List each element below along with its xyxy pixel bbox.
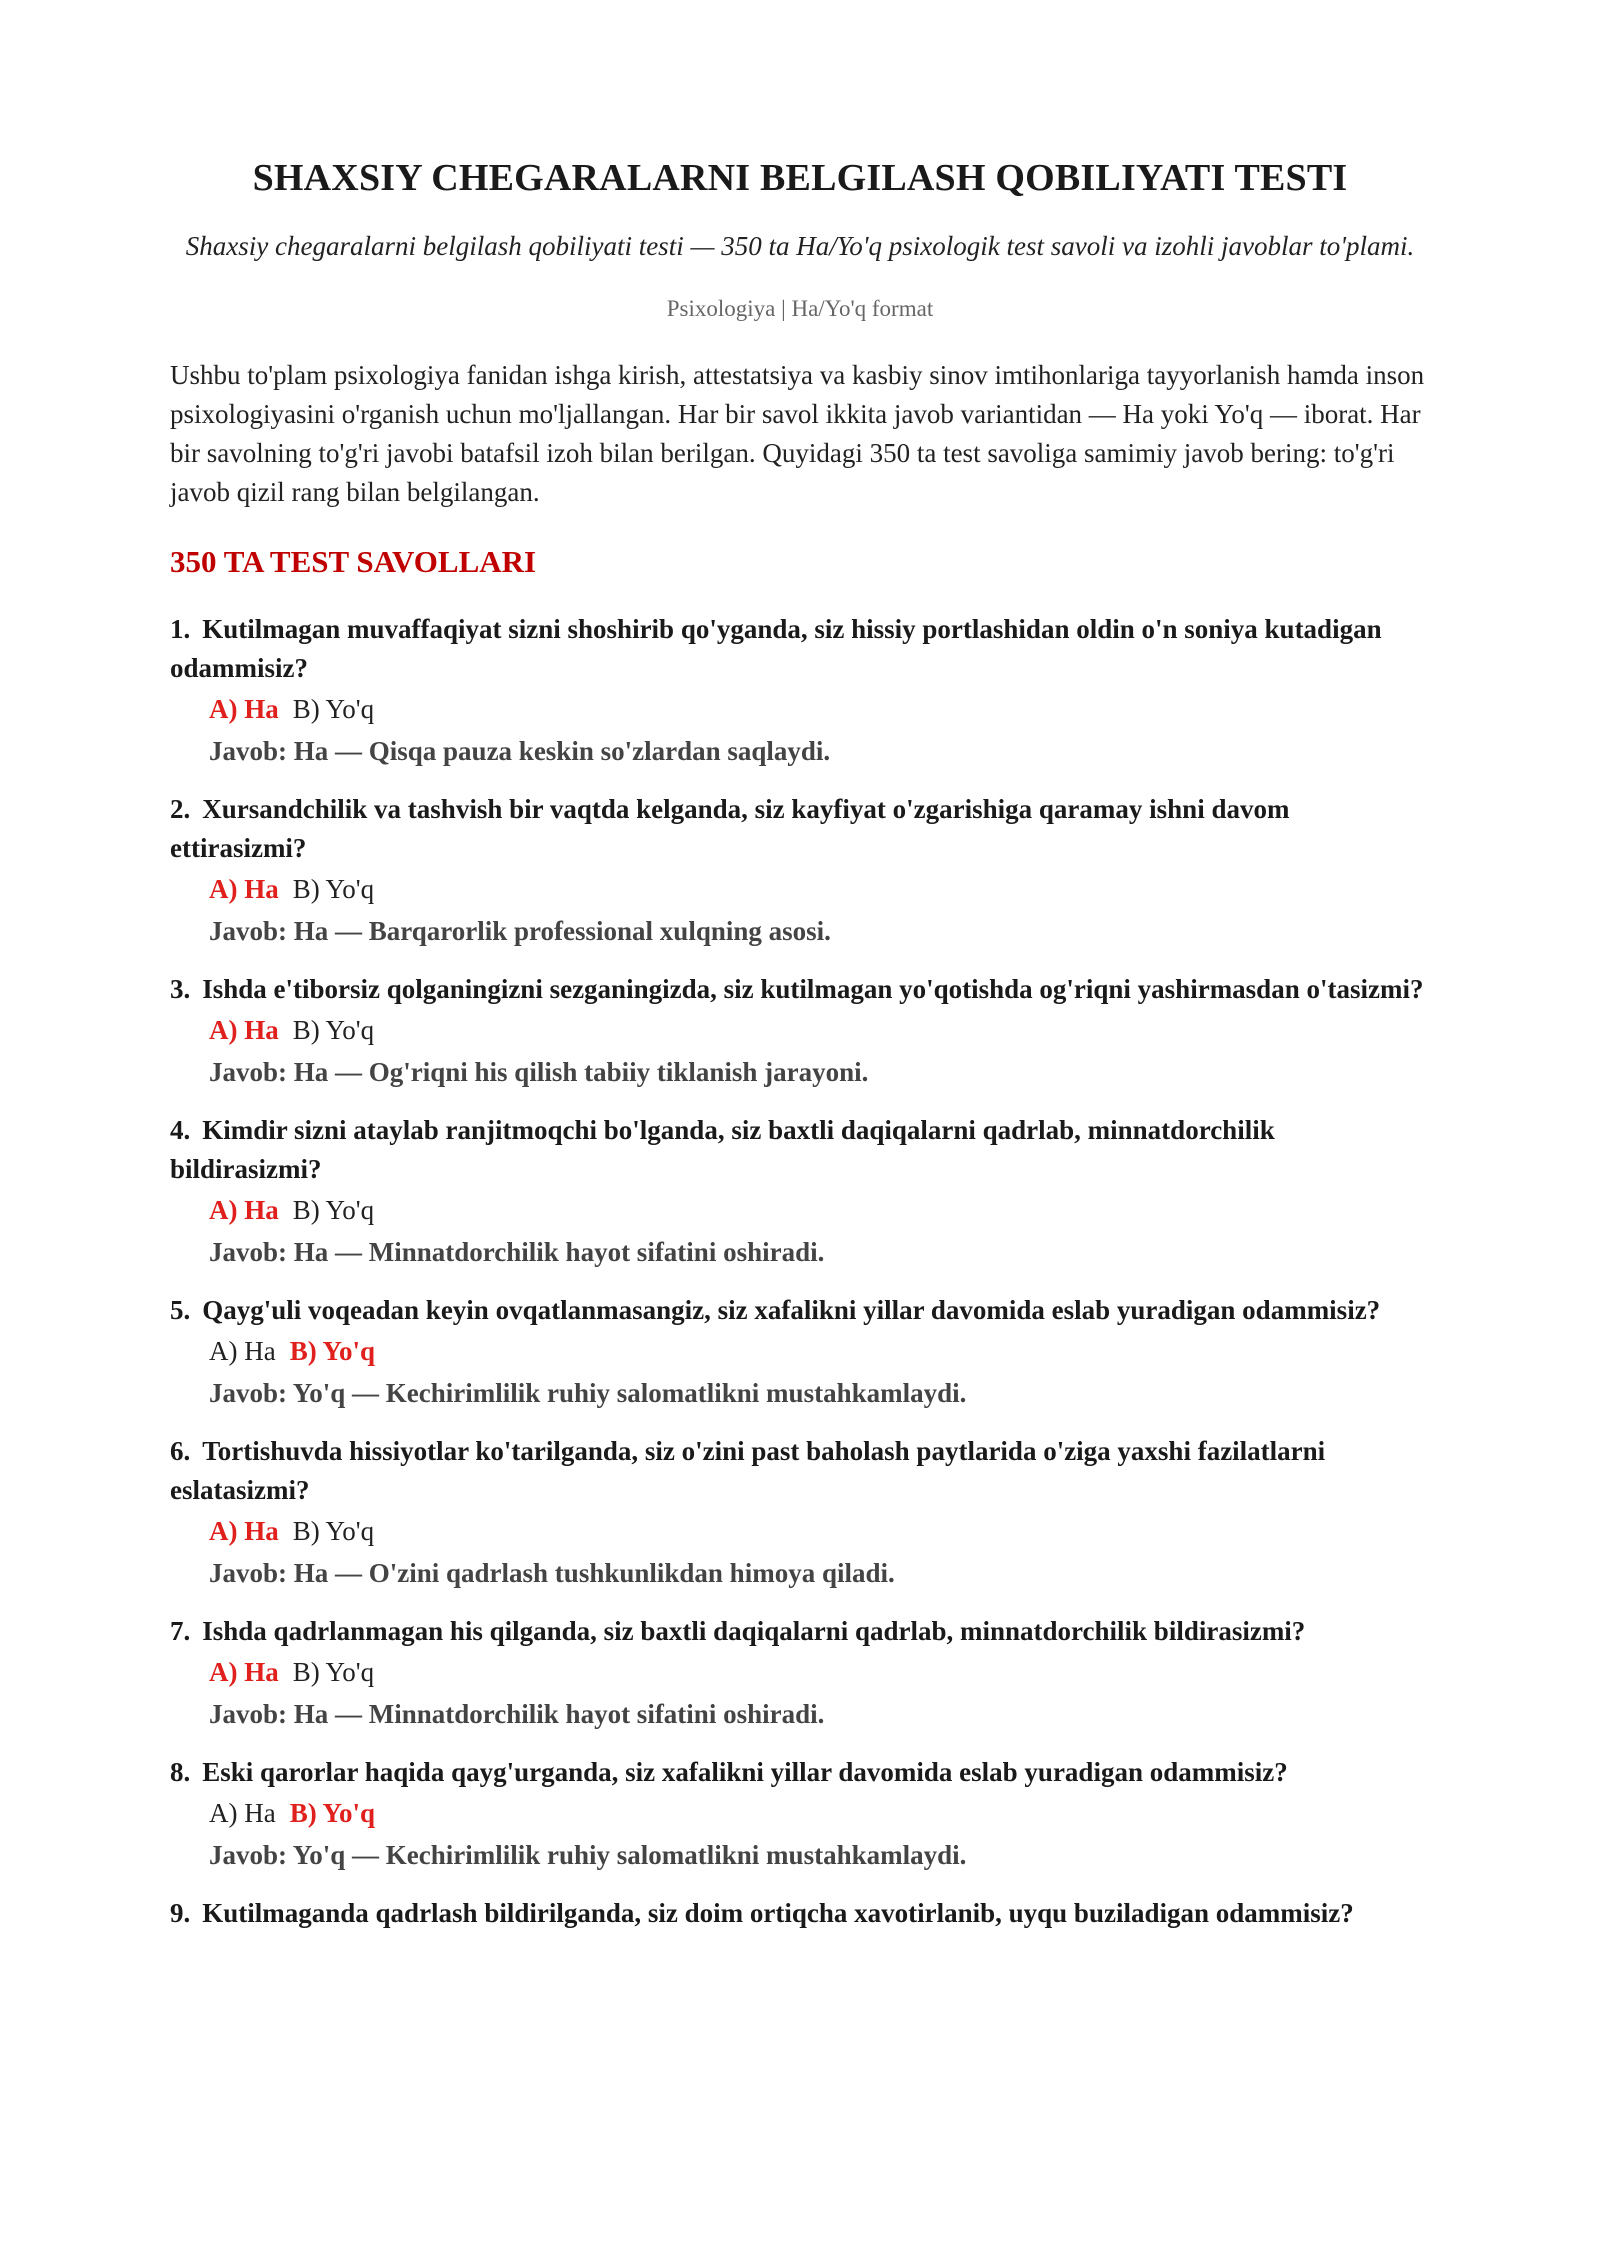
document-title: SHAXSIY CHEGARALARNI BELGILASH QOBILIYATI TESTI <box>252 157 1348 199</box>
answer-options <box>170 1510 1430 1552</box>
answer-options <box>170 1792 1430 1834</box>
option-a: A) Ha <box>209 1336 276 1366</box>
option-a: A) Ha <box>209 694 279 724</box>
question-text <box>170 1753 1430 1792</box>
question-text <box>170 610 1430 688</box>
option-b: B) Yo'q <box>292 874 375 904</box>
option-b: B) Yo'q <box>292 1195 375 1225</box>
option-b: B) Yo'q <box>289 1798 376 1828</box>
question-item <box>170 1894 1430 1933</box>
question-number: 7. <box>170 1616 191 1646</box>
question-number: 4. <box>170 1115 191 1145</box>
answer-options <box>170 1009 1430 1051</box>
question-body: Tortishuvda hissiyotlar ko'tarilganda, siz o'zini past baholash paytlarida o'ziga yaxshi fazilatlarni eslatasizmi? <box>170 1436 1326 1505</box>
question-number: 2. <box>170 794 191 824</box>
question-text <box>170 1111 1430 1189</box>
question-item <box>170 790 1430 952</box>
question-number: 3. <box>170 974 191 1004</box>
question-body: Ishda e'tiborsiz qolganingizni sezganingizda, siz kutilmagan yo'qotishda og'riqni yashirmasdan o'tasizmi? <box>202 974 1424 1004</box>
document-subtitle: Shaxsiy chegaralarni belgilash qobiliyati testi — 350 ta Ha/Yo'q psixologik test savoli va izohli javoblar to'plami. <box>185 231 1415 261</box>
question-text <box>170 1432 1430 1510</box>
answer-options <box>170 1330 1430 1372</box>
option-b: B) Yo'q <box>292 1015 375 1045</box>
option-b: B) Yo'q <box>292 694 375 724</box>
question-body: Ishda qadrlanmagan his qilganda, siz baxtli daqiqalarni qadrlab, minnatdorchilik bildirasizmi? <box>202 1616 1306 1646</box>
option-a: A) Ha <box>209 874 279 904</box>
question-item <box>170 1291 1430 1414</box>
question-item <box>170 1432 1430 1594</box>
question-text <box>170 1612 1430 1651</box>
option-a: A) Ha <box>209 1657 279 1687</box>
question-number: 6. <box>170 1436 191 1466</box>
option-b: B) Yo'q <box>292 1516 375 1546</box>
answer-options <box>170 868 1430 910</box>
question-number: 9. <box>170 1898 191 1928</box>
question-body: Kutilmagan muvaffaqiyat sizni shoshirib qo'yganda, siz hissiy portlashidan oldin o'n soniya kutadigan odammisiz? <box>170 614 1382 683</box>
answer-explanation: Javob: Ha — Qisqa pauza keskin so'zlardan saqlaydi. <box>209 736 831 766</box>
answer-options <box>170 1651 1430 1693</box>
question-body: Kimdir sizni ataylab ranjitmoqchi bo'lganda, siz baxtli daqiqalarni qadrlab, minnatdorchilik bildirasizmi? <box>170 1115 1275 1184</box>
question-item <box>170 970 1430 1093</box>
option-b: B) Yo'q <box>292 1657 375 1687</box>
option-a: A) Ha <box>209 1516 279 1546</box>
answer-options <box>170 688 1430 730</box>
question-body: Kutilmaganda qadrlash bildirilganda, siz doim ortiqcha xavotirlanib, uyqu buziladigan odammisiz? <box>202 1898 1354 1928</box>
answer-explanation: Javob: Ha — O'zini qadrlash tushkunlikdan himoya qiladi. <box>209 1558 895 1588</box>
document-meta: Psixologiya | Ha/Yo'q format <box>666 296 934 321</box>
question-body: Xursandchilik va tashvish bir vaqtda kelganda, siz kayfiyat o'zgarishiga qaramay ishni davom ettirasizmi? <box>170 794 1290 863</box>
answer-explanation: Javob: Yo'q — Kechirimlilik ruhiy salomatlikni mustahkamlaydi. <box>209 1378 967 1408</box>
answer-options <box>170 1189 1430 1231</box>
question-item <box>170 610 1430 772</box>
option-a: A) Ha <box>209 1015 279 1045</box>
question-item <box>170 1612 1430 1735</box>
question-number: 5. <box>170 1295 191 1325</box>
answer-explanation: Javob: Ha — Minnatdorchilik hayot sifatini oshiradi. <box>209 1699 825 1729</box>
option-a: A) Ha <box>209 1195 279 1225</box>
question-number: 8. <box>170 1757 191 1787</box>
question-body: Eski qarorlar haqida qayg'urganda, siz xafalikni yillar davomida eslab yuradigan odammisiz? <box>202 1757 1288 1787</box>
question-item <box>170 1111 1430 1273</box>
answer-explanation: Javob: Ha — Og'riqni his qilish tabiiy tiklanish jarayoni. <box>209 1057 869 1087</box>
question-text <box>170 970 1430 1009</box>
question-text <box>170 1291 1430 1330</box>
intro-paragraph: Ushbu to'plam psixologiya fanidan ishga kirish, attestatsiya va kasbiy sinov imtihonlariga tayyorlanish hamda inson psixologiyasini o'rganish uchun mo'ljallangan. Har bir savol ikkita javob variantidan — Ha yoki Yo'q — iborat. Har bir savolning to'g'ri javobi batafsil izoh bilan berilgan. Quyidagi 350 ta test savoliga samimiy javob bering: to'g'ri javob qizil rang bilan belgilangan. <box>170 360 1425 507</box>
question-number: 1. <box>170 614 191 644</box>
answer-explanation: Javob: Yo'q — Kechirimlilik ruhiy salomatlikni mustahkamlaydi. <box>209 1840 967 1870</box>
question-text <box>170 790 1430 868</box>
question-list <box>170 610 1430 1933</box>
question-text <box>170 1894 1430 1933</box>
option-a: A) Ha <box>209 1798 276 1828</box>
option-b: B) Yo'q <box>289 1336 376 1366</box>
question-body: Qayg'uli voqeadan keyin ovqatlanmasangiz, siz xafalikni yillar davomida eslab yuradigan odammisiz? <box>202 1295 1381 1325</box>
answer-explanation: Javob: Ha — Barqarorlik professional xulqning asosi. <box>209 916 831 946</box>
question-item <box>170 1753 1430 1876</box>
answer-explanation: Javob: Ha — Minnatdorchilik hayot sifatini oshiradi. <box>209 1237 825 1267</box>
section-heading: 350 TA TEST SAVOLLARI <box>170 544 537 579</box>
